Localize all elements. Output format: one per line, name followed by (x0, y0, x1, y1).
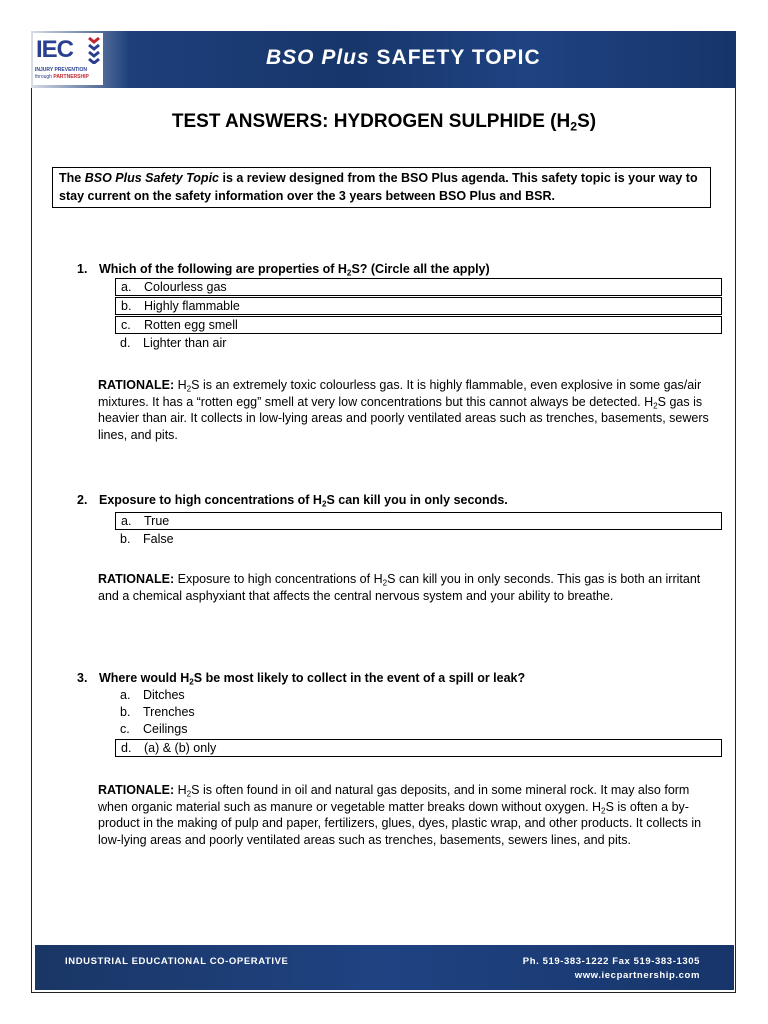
question-2: 2. Exposure to high concentrations of $H_2S$ can kill you in only seconds. (77, 493, 508, 509)
q2-option-b[interactable]: b. False (120, 532, 174, 546)
logo-tagline-2: through PARTNERSHIP (35, 74, 89, 80)
logo-text: IEC (36, 36, 74, 63)
logo-tagline-1: INJURY PREVENTION (35, 67, 87, 73)
footer-banner (35, 945, 734, 990)
footer-org: INDUSTRIAL EDUCATIONAL CO-OPERATIVE (65, 956, 289, 967)
q1-option-a[interactable]: a. Colourless gas (115, 278, 722, 296)
iec-logo (33, 33, 103, 85)
banner-title: BSO Plus SAFETY TOPIC (266, 46, 541, 69)
q2-option-a[interactable]: a. True (115, 512, 722, 530)
q1-rationale: RATIONALE: $H_2S$ is an extremely toxic colourless gas. It is highly flammable, even explosive in some gas/air mixtures. It has a “rotten egg” smell at very low concentrations but this cannot always be detected. $H_2S$ gas is heavier than air. It collects in low-lying areas and poorly ventilated areas such as trenches, basements, sewers lines, and pits. (98, 378, 709, 442)
q3-option-d[interactable]: d. (a) & (b) only (115, 739, 722, 757)
q3-rationale: RATIONALE: $H_2S$ is often found in oil and natural gas deposits, and in some mineral rock. It may also form when organic material such as manure or vegetable matter breaks down without oxygen. $H_2S$ is often a by-product in the making of pulp and paper, fertilizers, glues, dyes, plastic wrap, and other products. It collects in low-lying areas and poorly ventilated areas such as trenches, basements, sewers lines, and pits. (98, 783, 702, 847)
q1-option-b[interactable]: b. Highly flammable (115, 297, 722, 315)
chevron-icon (87, 36, 101, 64)
q3-option-c[interactable]: c. Ceilings (120, 722, 188, 736)
q1-option-c[interactable]: c. Rotten egg smell (115, 316, 722, 334)
q1-option-d[interactable]: d. Lighter than air (120, 336, 227, 350)
q3-option-b[interactable]: b. Trenches (120, 705, 195, 719)
footer-phone: Ph. 519-383-1222 Fax 519-383-1305 (522, 956, 700, 967)
question-1: 1. Which of the following are properties of $H_2S$? (Circle all the apply) (77, 262, 490, 278)
intro-box: The BSO Plus Safety Topic is a review designed from the BSO Plus agenda. This safety topic is your way to stay current on the safety information over the 3 years between BSO Plus and BSR. (52, 167, 711, 208)
page-title: TEST ANSWERS: HYDROGEN SULPHIDE $(H_2S)$ (171, 111, 597, 134)
q3-option-a[interactable]: a. Ditches (120, 688, 185, 702)
q2-rationale: RATIONALE: Exposure to high concentrations of $H_2S$ can kill you in only seconds. This gas is both an irritant and a chemical asphyxiant that affects the central nervous system and your ability to breathe. (98, 572, 701, 603)
question-3: 3. Where would $H_2S$ be most likely to collect in the event of a spill or leak? (77, 671, 526, 687)
footer-website[interactable]: www.iecpartnership.com (574, 970, 700, 981)
